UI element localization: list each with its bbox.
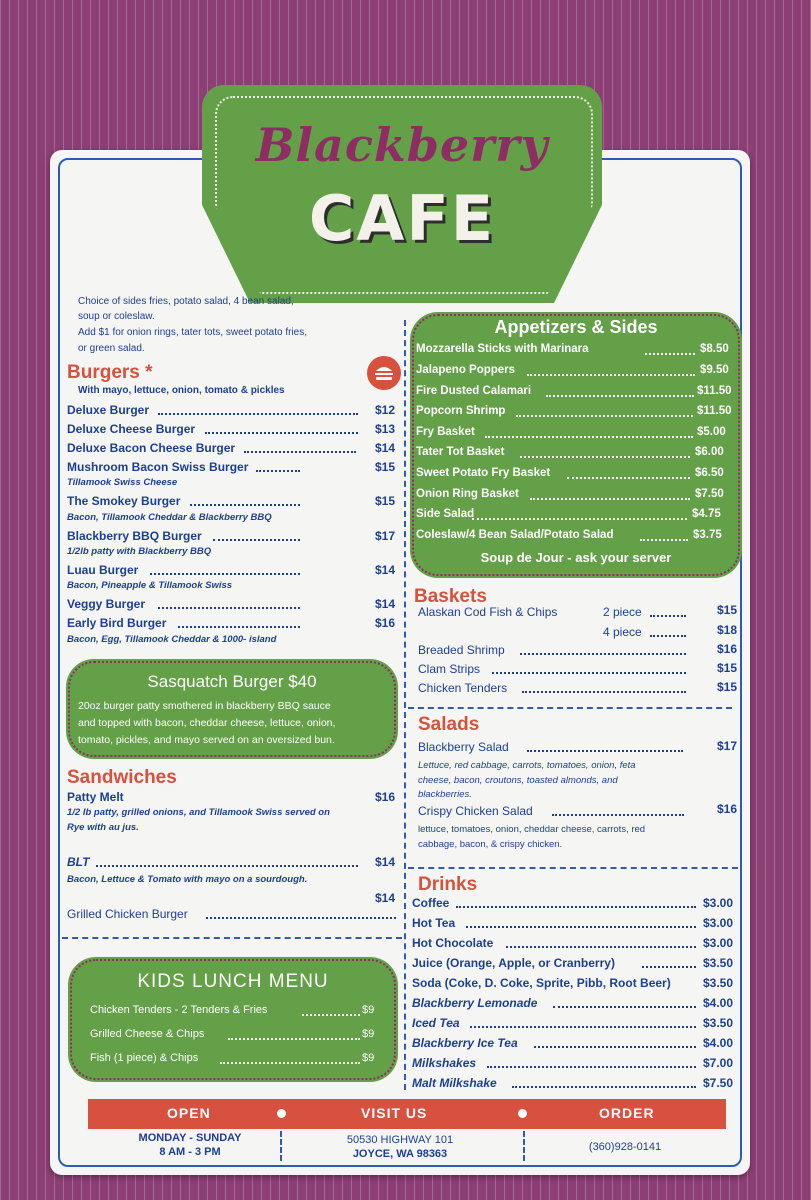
basket-item-price: $15 [717,661,738,675]
appetizer-item-name: Mozzarella Sticks with Marinara [416,343,589,355]
burger-item-description: Tillamook Swiss Cheese [67,477,178,488]
appetizer-item-price: $11.50 [697,405,732,417]
sides-note-line-2: soup or coleslaw. [78,311,155,322]
leader-dots [522,691,686,693]
drink-item-price: $3.00 [703,936,734,950]
drink-item-price: $7.50 [703,1076,734,1090]
sandwich-item-name: BLT [67,855,90,869]
leader-dots [552,814,684,816]
burger-item-price: $14 [375,563,396,577]
leader-dots [485,436,693,438]
basket-item-name: Alaskan Cod Fish & Chips [418,605,558,619]
appetizer-item-name: Side Salad [416,508,475,520]
burger-item-price: $16 [375,616,396,630]
appetizer-item-name: Onion Ring Basket [416,488,519,500]
footer-days: MONDAY - SUNDAY [138,1132,242,1144]
footer-phone[interactable]: (360)928-0141 [588,1141,662,1153]
appetizer-item-price: $8.50 [700,343,729,355]
sasquatch-desc-line-3: tomato, pickles, and mayo served on an oversized bun. [78,734,335,746]
leader-dots [206,917,396,919]
baskets-heading: Baskets [414,586,487,607]
leader-dots [516,415,693,417]
leader-dots [302,1014,360,1016]
kids-menu-title: KIDS LUNCH MENU [137,971,329,992]
salads-heading: Salads [418,714,480,735]
leader-dots [466,926,696,928]
appetizer-item-price: $6.00 [695,446,724,458]
drink-item-name: Juice (Orange, Apple, or Cranberry) [412,956,615,970]
burger-item-name: Luau Burger [67,563,139,577]
salad-item-description: Lettuce, red cabbage, carrots, tomatoes, onion, feta [418,760,636,771]
leader-dots [520,653,686,655]
leader-dots [256,470,300,472]
leader-dots [220,1062,360,1064]
basket-item-price: $16 [717,642,738,656]
salad-item-name: Crispy Chicken Salad [418,804,533,818]
sandwiches-heading: Sandwiches [67,767,177,788]
sasquatch-desc-line-2: and topped with bacon, cheddar cheese, lettuce, onion, [78,717,336,729]
drink-item-price: $3.00 [703,916,734,930]
kids-item-price: $9 [362,1052,375,1064]
drink-item-name: Malt Milkshake [412,1076,497,1090]
section-divider [62,937,402,939]
drink-item-price: $3.00 [703,896,734,910]
sasquatch-desc-line-1: 20oz burger patty smothered in blackberry BBQ sauce [78,700,331,712]
sandwich-item-price: $14 [375,855,396,869]
logo-script-text: Blackberry [255,118,549,172]
appetizer-item-name: Popcorn Shrimp [416,405,506,417]
leader-dots [506,946,696,948]
leader-dots [487,1066,696,1068]
sandwich-item-description: Bacon, Lettuce & Tomato with mayo on a sourdough. [67,874,308,885]
salad-item-price: $16 [717,802,738,816]
drink-item-name: Hot Tea [412,916,456,930]
kids-item-name: Chicken Tenders - 2 Tenders & Fries [90,1004,268,1016]
leader-dots [527,374,695,376]
drink-item-price: $4.00 [703,1036,734,1050]
sandwich-item-price: $14 [375,891,396,905]
leader-dots [530,498,690,500]
salad-item-description: blackberries. [418,789,472,800]
burger-item-price: $17 [375,529,396,543]
leader-dots [512,1086,696,1088]
section-divider [408,707,732,709]
leader-dots [492,672,686,674]
leader-dots [178,626,300,628]
appetizer-item-name: Coleslaw/4 Bean Salad/Potato Salad [416,529,614,541]
burger-item-description: Bacon, Tillamook Cheddar & Blackberry BBQ [67,512,272,523]
leader-dots [527,750,683,752]
basket-option-label: 4 piece [603,625,642,639]
burger-item-name: Early Bird Burger [67,616,167,630]
salad-item-price: $17 [717,739,738,753]
burger-item-price: $14 [375,597,396,611]
sandwich-item-price: $16 [375,790,396,804]
footer-order-label: ORDER [599,1105,655,1121]
appetizer-item-price: $11.50 [697,385,732,397]
soup-de-jour: Soup de Jour - ask your server [480,550,672,565]
sides-note-line-1: Choice of sides fries, potato salad, 4 bean salad, [78,296,294,307]
burger-icon [367,356,401,390]
burger-item-price: $15 [375,494,396,508]
footer-separator-dot [518,1109,527,1118]
sasquatch-title: Sasquatch Burger $40 [147,672,317,691]
burgers-heading: Burgers * [67,362,153,383]
leader-dots [213,539,300,541]
footer-address-line-1: 50530 HIGHWAY 101 [346,1134,454,1146]
appetizer-item-price: $6.50 [695,467,724,479]
leader-dots [190,504,300,506]
drinks-heading: Drinks [418,874,478,895]
kids-item-price: $9 [362,1004,375,1016]
sandwich-item-name: Patty Melt [67,790,124,804]
burger-item-name: Blackberry BBQ Burger [67,529,202,543]
appetizer-item-name: Fry Basket [416,426,475,438]
drink-item-name: Iced Tea [412,1016,460,1030]
appetizer-item-name: Sweet Potato Fry Basket [416,467,551,479]
appetizer-item-price: $5.00 [697,426,726,438]
leader-dots [642,966,696,968]
burger-item-price: $13 [375,422,396,436]
sandwich-item-name: Grilled Chicken Burger [67,907,188,921]
leader-dots [158,413,358,415]
leader-dots [650,615,686,617]
burger-item-name: Deluxe Burger [67,403,150,417]
burger-item-name: Deluxe Cheese Burger [67,422,196,436]
leader-dots [546,395,694,397]
appetizer-item-price: $9.50 [700,364,729,376]
leader-dots [567,477,690,479]
burger-item-price: $14 [375,441,396,455]
drink-item-price: $7.00 [703,1056,734,1070]
footer-hours: 8 AM - 3 PM [159,1146,221,1158]
logo-cafe-text: CAFE [308,182,496,255]
kids-item-price: $9 [362,1028,375,1040]
appetizer-item-price: $3.75 [693,529,722,541]
footer-separator-dot [277,1109,286,1118]
column-divider [404,320,406,1090]
salad-item-name: Blackberry Salad [418,740,509,754]
salad-item-description: cheese, bacon, croutons, toasted almonds, and [418,775,618,786]
drink-item-price: $3.50 [703,956,734,970]
burger-item-description: Bacon, Pineapple & Tillamook Swiss [67,580,233,591]
leader-dots [150,573,300,575]
leader-dots [520,456,690,458]
burger-item-description: 1/2lb patty with Blackberry BBQ [67,546,212,557]
appetizer-item-name: Tater Tot Basket [416,446,505,458]
burger-item-price: $15 [375,460,396,474]
leader-dots [553,1006,696,1008]
sides-note-line-3: Add $1 for onion rings, tater tots, sweet potato fries, [78,327,308,338]
burger-item-price: $12 [375,403,396,417]
salad-item-description: cabbage, bacon, & crispy chicken. [418,839,563,850]
leader-dots [472,518,687,520]
basket-option-label: 2 piece [603,605,642,619]
drink-item-name: Milkshakes [412,1056,477,1070]
leader-dots [96,865,358,867]
leader-dots [650,635,686,637]
leader-dots [244,451,356,453]
leader-dots [205,432,358,434]
burger-item-name: Deluxe Bacon Cheese Burger [67,441,236,455]
drink-item-name: Blackberry Ice Tea [412,1036,518,1050]
footer-divider [280,1131,282,1161]
footer-open-label: OPEN [167,1105,211,1121]
leader-dots [470,1026,696,1028]
appetizer-item-name: Fire Dusted Calamari [416,385,532,397]
burger-item-name: Veggy Burger [67,597,146,611]
leader-dots [456,906,696,908]
leader-dots [640,539,688,541]
kids-item-name: Fish (1 piece) & Chips [90,1052,199,1064]
appetizer-item-price: $4.75 [692,508,721,520]
appetizers-title: Appetizers & Sides [494,317,658,337]
burger-item-description: Bacon, Egg, Tillamook Cheddar & 1000- island [67,634,277,645]
basket-item-name: Breaded Shrimp [418,643,505,657]
sandwich-item-description: 1/2 lb patty, grilled onions, and Tillamook Swiss served on [67,807,330,818]
basket-item-price: $15 [717,680,738,694]
kids-item-name: Grilled Cheese & Chips [90,1028,205,1040]
appetizer-item-price: $7.50 [695,488,724,500]
sides-note-line-4: or green salad. [78,343,145,354]
footer-visit-label: VISIT US [361,1105,428,1121]
leader-dots [534,1046,696,1048]
leader-dots [158,607,300,609]
footer-divider [523,1131,525,1161]
footer-address-line-2: JOYCE, WA 98363 [352,1148,448,1160]
basket-option-price: $15 [717,603,738,617]
drink-item-price: $4.00 [703,996,734,1010]
drink-item-price: $3.50 [703,976,734,990]
basket-option-price: $18 [717,623,738,637]
drink-item-name: Blackberry Lemonade [412,996,538,1010]
drink-item-price: $3.50 [703,1016,734,1030]
drink-item-name: Soda (Coke, D. Coke, Sprite, Pibb, Root Beer) [412,976,671,990]
salad-item-description: lettuce, tomatoes, onion, cheddar cheese, carrots, red [418,824,646,835]
burger-item-name: Mushroom Bacon Swiss Burger [67,460,249,474]
drink-item-name: Coffee [412,896,450,910]
basket-item-name: Chicken Tenders [418,681,508,695]
sandwich-item-description: Rye with au jus. [67,822,139,833]
basket-item-name: Clam Strips [418,662,481,676]
drink-item-name: Hot Chocolate [412,936,494,950]
burger-item-name: The Smokey Burger [67,494,181,508]
appetizer-item-name: Jalapeno Poppers [416,364,516,376]
burgers-subtitle: With mayo, lettuce, onion, tomato & pickles [78,385,285,396]
leader-dots [228,1038,360,1040]
section-divider [408,867,738,869]
leader-dots [645,353,695,355]
